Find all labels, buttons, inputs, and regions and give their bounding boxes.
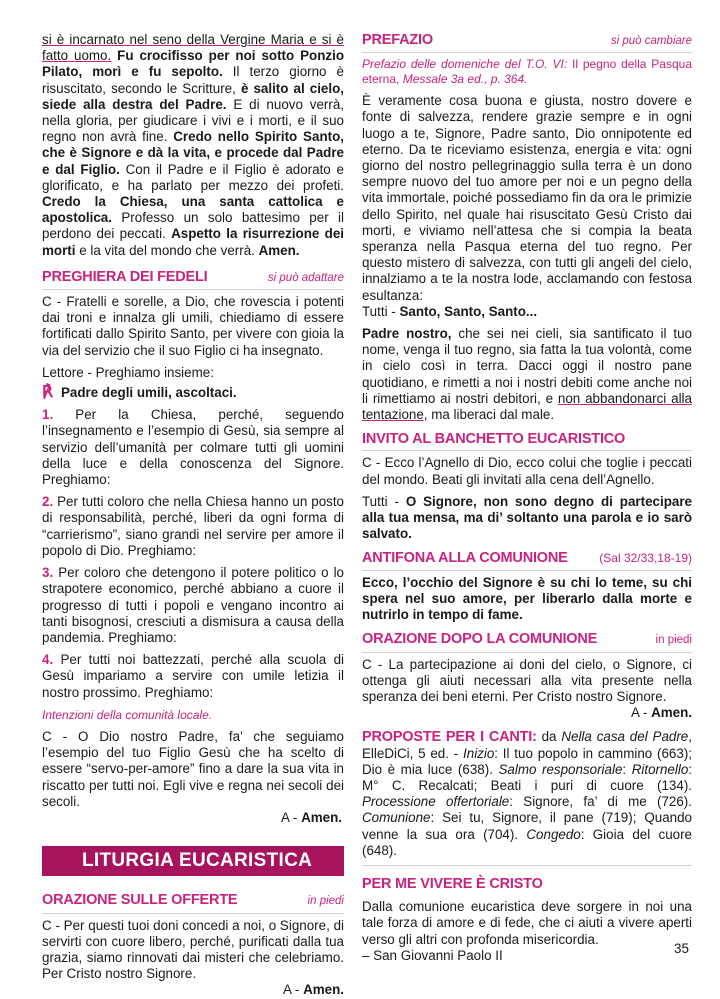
post-communion-heading	[362, 631, 692, 652]
offerings-heading	[42, 892, 344, 913]
preface-heading	[362, 32, 692, 53]
offerings-note: in piedi	[307, 895, 344, 908]
community-intentions: Intenzioni della comunità locale.	[42, 707, 213, 722]
prayers-note: si può adattare	[267, 271, 344, 284]
invitation-title: INVITO AL BANCHETTO EUCARISTICO	[362, 431, 626, 448]
page-number: 35	[674, 941, 689, 956]
prayers-intro: C - Fratelli e sorelle, a Dio, che rovescia i potenti dai troni e innalza gli umili, chiediamo di essere fortificati dallo Spirito Santo, per vivere con gioia la via del servizio che il suo Figlio ci ha insegnato.	[42, 294, 344, 358]
offerings-title: ORAZIONE SULLE OFFERTE	[42, 892, 238, 909]
preface-note: si può cambiare	[610, 35, 692, 47]
post-communion-title: ORAZIONE DOPO LA COMUNIONE	[362, 631, 598, 648]
response-text: Padre degli umili, ascoltaci.	[60, 385, 237, 401]
invitation-heading	[362, 431, 692, 451]
our-father-text: Padre nostro, che sei nei cieli, sia santificato il tuo nome, venga il tuo regno, sia fatta la tua volontà, come in cielo così in terra. Dacci oggi il nostro pane quotidiano, e rimetti a noi i nostri debiti come anche noi li rimettiamo ai nostri debitori, e non abbandonarci alla tentazione, ma liberaci dal male.	[362, 326, 692, 423]
post-communion-amen-row: A - Amen.	[630, 705, 692, 721]
preface-title: PREFAZIO	[362, 32, 433, 48]
prayers-closing: C - O Dio nostro Padre, fa’ che seguiamo l’esempio del tuo Figlio Gesù che ha scelto di essere “servo-per-amore” fino a dare la sua vita in riscatto per tutti noi. Egli vive e regna nei secoli dei secoli.	[42, 728, 344, 809]
preface-source: Prefazio delle domeniche del T.O. VI: Il pegno della Pasqua eterna, Messale 3a ed., p. 364.	[362, 57, 692, 87]
antiphon-heading	[362, 550, 692, 570]
prayers-amen-row: A - Amen.	[280, 809, 342, 825]
preface-text: È veramente cosa buona e giusta, nostro dovere e fonte di salvezza, rendere grazie sempre e in ogni luogo a te, Signore, Padre santo, Dio onnipotente ed eterno. Da te riceviamo esistenza, energia e vita: ogni giorno del nostro pellegrinaggio sulla terra è un dono sempre nuovo del tuo amore per noi e un pegno della vita immortale, poiché possediamo fin da ora le primizie dello Spirito, nel quale hai risuscitato Gesù Cristo dai morti, e viviamo nell’attesa che si compia la beata speranza nella Pasqua eterna del tuo regno. Per questo mistero di salvezza, con tutti gli angeli del cielo, innalziamo a te la nostra lode, acclamando con festosa esultanza:	[362, 93, 692, 303]
prayer-item-1: 1. Per la Chiesa, perché, seguendo l’insegnamento e l’esempio di Gesù, sia sempre al servizio dell’umanità per colmare tutti gli uomini della luce e della conoscenza del Signore. Preghiamo:	[42, 407, 344, 488]
prayers-heading	[42, 269, 344, 290]
creed-text: si è incarnato nel seno della Vergine Maria e si è fatto uomo. Fu crocifisso per noi sotto Ponzio Pilato, morì e fu sepolto. Il terzo giorno è risuscitato, secondo le Scritture, è salito al cielo, siede alla destra del Padre. E di nuovo verrà, nella gloria, per giudicare i vivi e i morti, e il suo regno non avrà fine. Credo nello Spirito Santo, che è Signore e dà la vita, e procede dal Padre e dal Figlio. Con il Padre e il Figlio è adorato e glorificato, e ha parlato per mezzo dei profeti. Credo la Chiesa, una santa cattolica e apostolica. Professo un solo battesimo per il perdono dei peccati. Aspetto la risurrezione dei morti e la vita del mondo che verrà. Amen.	[42, 32, 345, 258]
creed-underlined: si è incarnato nel seno della Vergine Maria e si è fatto uomo.	[42, 32, 344, 64]
left-column	[42, 32, 344, 999]
antiphon-ref: (Sal 32/33,18-19)	[599, 551, 692, 566]
prayer-item-4: 4. Per tutti noi battezzati, perché alla scuola di Gesù impariamo a servire con umile letizia il nostro prossimo. Preghiamo:	[42, 652, 344, 700]
right-column	[362, 32, 692, 964]
prayers-title: PREGHIERA DEI FEDELI	[42, 268, 208, 285]
post-communion-text: C - La partecipazione ai doni del cielo, o Signore, ci ottenga gli aiuti necessari alla vita presente nella speranza dei beni eterni. Per Cristo nostro Signore.	[362, 656, 692, 704]
prayers-response	[42, 385, 344, 401]
creed-amen: Amen.	[258, 242, 300, 258]
invitation-text: C - Ecco l’Agnello di Dio, ecco colui che toglie i peccati del mondo. Beati gli invitati alla cena dell’Agnello.	[362, 455, 692, 487]
living-author: – San Giovanni Paolo II	[362, 947, 503, 963]
response-symbol-icon: ℟	[42, 384, 53, 402]
antiphon-text: Ecco, l’occhio del Signore è su chi lo teme, su chi spera nel suo amore, per liberarlo dalla morte e nutrirlo in tempo di fame.	[362, 574, 692, 623]
living-title: PER ME VIVERE È CRISTO	[362, 875, 543, 892]
living-heading	[362, 876, 692, 895]
post-communion-note: in piedi	[655, 634, 692, 647]
living-text: Dalla comunione eucaristica deve sorgere in noi una tale forza di amore e di fede, che ci aiuti a vivere aperti verso gli altri con profonda misericordia.	[362, 899, 692, 947]
prayer-item-3: 3. Per coloro che detengono il potere politico o lo strapotere economico, perché abbiano a cuore il progresso di tutti i popoli e vengano incontro ai tanti bisognosi, cresciuti a dismisura a causa della pandemia. Preghiamo:	[42, 565, 344, 645]
invitation-response: Tutti - O Signore, non sono degno di partecipare alla tua mensa, ma di’ soltanto una parola e io sarò salvato.	[362, 493, 692, 542]
prayer-item-2: 2. Per tutti coloro che nella Chiesa hanno un posto di responsabilità, perché, liberi da ogni forma di “carrierismo”, siano grandi nel servire per amore il popolo di Dio. Preghiamo:	[42, 494, 344, 558]
section-banner: LITURGIA EUCARISTICA	[42, 846, 344, 876]
antiphon-title: ANTIFONA ALLA COMUNIONE	[362, 550, 568, 567]
offerings-text: C - Per questi tuoi doni concedi a noi, o Signore, di servirti con cuore libero, perché, purificati dalla tua grazia, siamo rinnovati dai misteri che celebriamo. Per Cristo nostro Signore.	[42, 917, 344, 982]
offerings-amen-row: A - Amen.	[282, 982, 344, 998]
songs-text: PROPOSTE PER I CANTI: da Nella casa del Padre, ElleDiCi, 5 ed. - Inizio: Il tuo popolo in cammino (663); Dio è mia luce (638). Salmo responsoriale: Ritornello: M° C. Recalcati; Beati i puri di cuore (134). Processione offertoriale: Signore, fa’ di me (726). Comunione: Sei tu, Signore, il pane (719); Quando venne la sua ora (704). Congedo: Gioia del cuore (648).	[362, 729, 692, 866]
preface-sanctus: Tutti - Santo, Santo, Santo...	[362, 303, 538, 319]
prayers-reader: Lettore - Preghiamo insieme:	[42, 364, 214, 380]
songs-title: PROPOSTE PER I CANTI:	[362, 729, 537, 746]
